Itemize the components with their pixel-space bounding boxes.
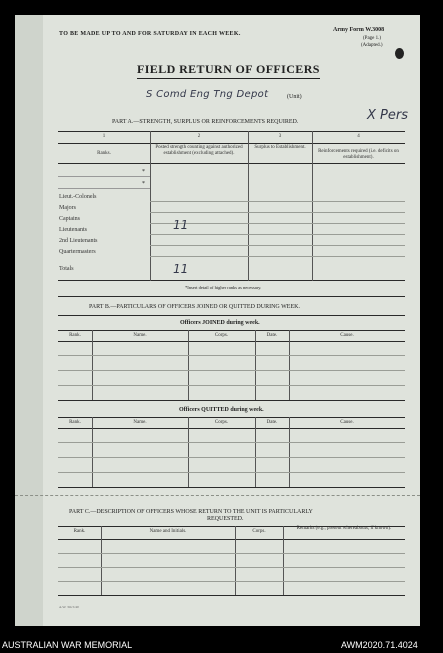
rule	[58, 595, 405, 596]
col-head-reinforcements: Reinforcements required (i.e. deficits on establishment).	[318, 149, 399, 160]
col-divider	[289, 330, 290, 400]
rule	[58, 400, 405, 401]
row-rule	[58, 472, 405, 473]
col-divider	[188, 417, 189, 487]
rule	[58, 428, 405, 429]
col-num-4: 4	[357, 134, 360, 139]
part-a-heading: PART A.—STRENGTH, SURPLUS OR REINFORCEMENTS REQUIRED.	[112, 119, 299, 125]
rank-row: Lieutenants	[59, 227, 87, 233]
unit-label: (Unit)	[287, 94, 302, 100]
part-c-heading-cont: REQUESTED.	[207, 516, 244, 522]
row-rule	[58, 385, 405, 386]
printer-mark: A.W. 3m 5/40	[59, 605, 79, 609]
row-rule	[58, 567, 405, 568]
col-divider	[255, 417, 256, 487]
rule	[58, 280, 405, 281]
header-instruction: TO BE MADE UP TO AND FOR SATURDAY IN EACH WEEK.	[59, 31, 241, 37]
col-head-surplus: Surplus to Establishment.	[254, 145, 306, 150]
col-rank: Rank.	[73, 529, 86, 534]
rule	[58, 487, 405, 488]
rule	[58, 417, 405, 418]
rule	[58, 176, 150, 177]
handwritten-unit: S Comd Eng Tng Depot	[146, 89, 269, 100]
form-title: FIELD RETURN OF OFFICERS	[137, 62, 320, 79]
col-num-1: 1	[102, 134, 106, 139]
col-rank: Rank.	[69, 333, 81, 338]
rank-row: Captains	[59, 216, 80, 222]
col-corps: Corps.	[252, 529, 266, 534]
row-rule	[150, 245, 405, 246]
part-b-heading: PART B.—PARTICULARS OF OFFICERS JOINED OR QUITTED DURING WEEK.	[89, 304, 300, 310]
rule	[58, 315, 405, 316]
col-date: Date.	[266, 420, 278, 425]
rule	[58, 330, 405, 331]
col-divider	[289, 417, 290, 487]
rank-row: 2nd Lieutenants	[59, 238, 98, 244]
col-divider	[92, 330, 93, 400]
col-head-posted: Posted strength counting against authorized establishment (excluding attached).	[155, 145, 243, 156]
row-rule	[150, 256, 405, 257]
col-divider	[92, 417, 93, 487]
row-rule	[58, 457, 405, 458]
caption-accession: AWM2020.71.4024	[341, 640, 418, 650]
row-rule	[58, 370, 405, 371]
rule	[58, 163, 405, 164]
part-c-heading: PART C.—DESCRIPTION OF OFFICERS WHOSE RETURN TO THE UNIT IS PARTICULARLY	[69, 509, 313, 515]
handwritten-totals-count: 11	[173, 262, 189, 276]
handwritten-annotation: X Pers	[367, 108, 408, 123]
col-date: Date.	[266, 333, 278, 338]
row-rule	[150, 201, 405, 202]
col-divider	[283, 526, 284, 596]
col-num-3: 3	[278, 134, 282, 139]
col-divider	[235, 526, 236, 596]
col-name: Name.	[133, 333, 147, 338]
quitted-heading: Officers QUITTED during week.	[179, 407, 264, 413]
form-adapted: (Adapted.)	[361, 43, 383, 48]
row-rule	[150, 234, 405, 235]
form-sheet	[15, 15, 420, 626]
col-name-initials: Name and Initials.	[149, 529, 187, 534]
rank-row: Majors	[59, 205, 76, 211]
rule	[58, 539, 405, 540]
col-remarks: Remarks (e.g., present whereabouts, if known).	[296, 526, 392, 531]
left-margin-shade	[15, 15, 43, 626]
col-divider	[255, 330, 256, 400]
col-rank: Rank.	[69, 420, 81, 425]
form-page: (Page 1.)	[363, 36, 382, 41]
row-rule	[58, 553, 405, 554]
col-cause: Cause.	[340, 333, 354, 338]
col-corps: Corps.	[214, 420, 229, 425]
form-number: Army Form W.3008	[333, 27, 385, 33]
rule	[58, 188, 150, 189]
col-cause: Cause.	[340, 420, 354, 425]
col-divider	[101, 526, 102, 596]
punch-hole	[395, 48, 404, 59]
row-rule	[58, 581, 405, 582]
row-rule	[58, 442, 405, 443]
row-rule	[150, 212, 405, 213]
col-num-2: 2	[197, 134, 201, 139]
caption-institution: AUSTRALIAN WAR MEMORIAL	[2, 640, 133, 650]
asterisk-2: *	[142, 181, 145, 187]
col-head-ranks: Ranks.	[97, 151, 111, 156]
row-rule	[58, 355, 405, 356]
rule	[58, 131, 405, 132]
joined-heading: Officers JOINED during week.	[180, 320, 260, 326]
rank-row: Lieut.-Colonels	[59, 194, 97, 200]
col-divider	[188, 330, 189, 400]
rule	[58, 341, 405, 342]
rank-totals: Totals	[59, 266, 74, 272]
rule	[58, 143, 405, 144]
fold-line	[15, 495, 420, 496]
footnote: *Insert detail of higher ranks as necessary.	[185, 285, 262, 290]
asterisk-1: *	[142, 169, 145, 175]
rule	[58, 296, 405, 297]
rank-row: Quartermasters	[59, 249, 96, 255]
handwritten-captains-count: 11	[173, 218, 189, 232]
col-divider	[248, 131, 249, 281]
col-name: Name.	[133, 420, 147, 425]
col-corps: Corps.	[214, 333, 229, 338]
